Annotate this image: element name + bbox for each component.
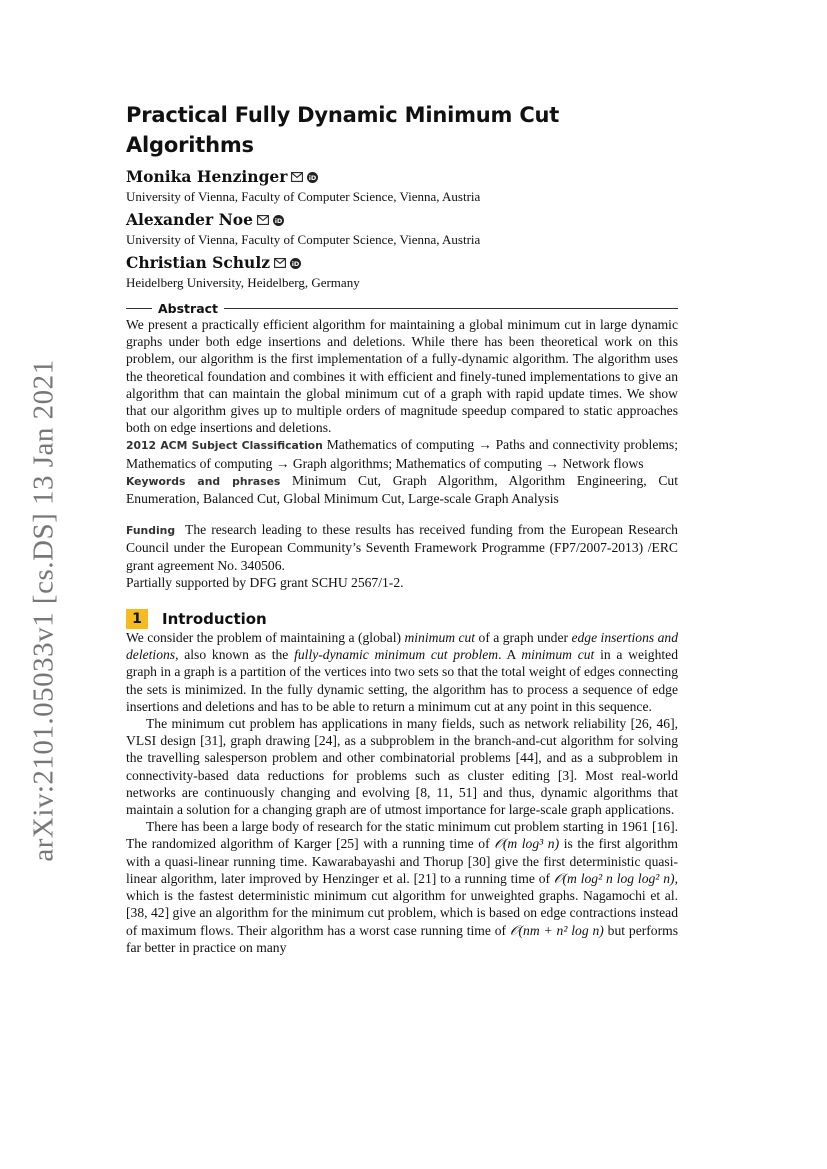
mail-icon[interactable] (291, 172, 303, 182)
svg-text:iD: iD (274, 216, 283, 225)
author-name: Christian Schulz (126, 253, 271, 272)
author-affiliation: University of Vienna, Faculty of Computer Science, Vienna, Austria (126, 189, 481, 204)
acm-text: Mathematics of computing → Paths and connectivity problems; Mathematics of computing → Graph algorithms; Mathematics of computing → Network flows (126, 437, 678, 471)
acm-classification (126, 436, 678, 471)
svg-text:iD: iD (309, 173, 317, 182)
author-entry (126, 209, 678, 248)
section-title: Introduction (162, 610, 267, 629)
divider (224, 308, 678, 309)
author-name: Monika Henzinger (126, 167, 288, 186)
arxiv-identifier: arXiv:2101.05033v1 [cs.DS] 13 Jan 2021 (27, 358, 60, 862)
mail-icon[interactable] (257, 215, 269, 225)
funding-text: The research leading to these results has received funding from the European Research Council under the European Community’s Seventh Framework Programme (FP7/2007-2013) /ERC grant agreement No. 340506. (126, 522, 678, 573)
paper-title: Practical Fully Dynamic Minimum Cut Algorithms (126, 103, 560, 157)
svg-text:iD: iD (291, 259, 300, 268)
arxiv-sidebar (18, 358, 70, 862)
orcid-icon[interactable] (307, 172, 318, 183)
author-affiliation: Heidelberg University, Heidelberg, Germany (126, 275, 360, 290)
funding (126, 521, 678, 574)
abstract-text: We present a practically efficient algorithm for maintaining a global minimum cut in large dynamic graphs under both edge insertions and deletions. While there has been theoretical work on this problem, our algorithm is the first implementation of a fully-dynamic algorithm. The algorithm uses the theoretical foundation and combines it with efficient and finely-tuned implementations to give an algorithm that can maintain the global minimum cut of a graph with rapid update times. We show that our algorithm gives up to multiple orders of magnitude speedup compared to static approaches both on edge insertions and deletions. (126, 317, 678, 436)
section-number: 1 (126, 609, 148, 629)
keywords-label: Keywords and phrases (126, 474, 281, 488)
intro-paragraph: The minimum cut problem has applications in many fields, such as network reliability [26, 46], VLSI design [31], graph drawing [24], as a subproblem in the branch-and-cut algorithm for solving the travelling salesperson problem and other combinatorial problems [44], and as a subproblem in connectivity-based data reductions for problems such as cluster editing [3]. Most real-world networks are continuously changing and evolving [8, 11, 51] and thus, dynamic algorithms that maintain a solution for a changing graph are of utmost importance for large-scale graph applications. (126, 716, 678, 818)
orcid-icon[interactable] (273, 215, 284, 226)
abstract-heading (126, 301, 678, 316)
keywords-text: Minimum Cut, Graph Algorithm, Algorithm Engineering, Cut Enumeration, Balanced Cut, Global Minimum Cut, Large-scale Graph Analysis (126, 472, 678, 507)
author-entry (126, 166, 678, 205)
author-name: Alexander Noe (126, 210, 253, 229)
intro-paragraph: There has been a large body of research for the static minimum cut problem starting in 1961 [16]. The randomized algorithm of Karger [25] with a running time of 𝒪(m log³ n) is the first algorithm with a quasi-linear running time. Kawarabayashi and Thorup [30] give the first deterministic quasi-linear algorithm, later improved by Henzinger et al. [21] to a running time of 𝒪(m log² n log log² n), which is the fastest deterministic minimum cut algorithm for unweighted graphs. Nagamochi et al. [38, 42] give an algorithm for the minimum cut problem, which is based on edge contractions instead of maximum flows. Their algorithm has a worst case running time of 𝒪(nm + n² log n) but performs far better in practice on many (126, 819, 678, 955)
funding-extra: Partially supported by DFG grant SCHU 2567/1-2. (126, 574, 404, 590)
mail-icon[interactable] (274, 258, 286, 268)
author-affiliation: University of Vienna, Faculty of Computer Science, Vienna, Austria (126, 232, 481, 247)
funding-label: Funding (126, 524, 176, 538)
orcid-icon[interactable] (290, 258, 301, 269)
intro-paragraph: We consider the problem of maintaining a (global) minimum cut of a graph under edge insertions and deletions, also known as the fully-dynamic minimum cut problem. A minimum cut in a weighted graph in a graph is a partition of the vertices into two sets so that the total weight of edges connecting the sets is minimized. In the fully dynamic setting, the algorithm has to process a sequence of edge insertions and deletions and has to be able to return a minimum cut at any point in this sequence. (126, 630, 679, 714)
divider (126, 308, 152, 309)
keywords (126, 472, 678, 507)
abstract-title: Abstract (158, 301, 219, 316)
author-list (126, 166, 678, 291)
author-entry (126, 252, 678, 291)
acm-label: 2012 ACM Subject Classification (126, 439, 323, 453)
paper-page (126, 100, 678, 956)
section-heading (126, 609, 678, 629)
